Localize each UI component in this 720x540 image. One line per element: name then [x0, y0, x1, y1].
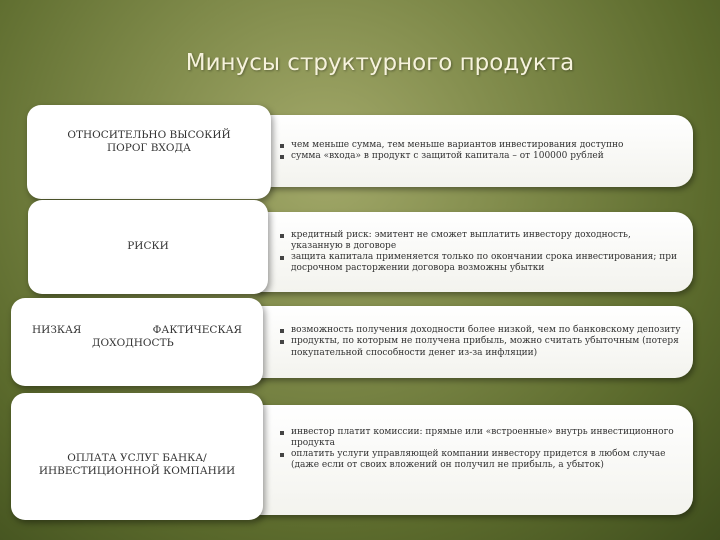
label-text: РИСКИ [127, 240, 169, 253]
row-low-return-label [11, 298, 263, 386]
row-fees [0, 405, 720, 515]
label-text: НИЗКАЯ [32, 324, 82, 336]
slide-title: Минусы структурного продукта [185, 50, 575, 76]
list-item: возможность получения доходности более низкой, чем по банковскому депозиту [279, 325, 681, 336]
row-risks-details [255, 212, 693, 292]
label-text: ФАКТИЧЕСКАЯ [152, 324, 242, 336]
label-text: ОТНОСИТЕЛЬНО ВЫСОКИЙ ПОРОГ ВХОДА [67, 129, 231, 155]
row-entry-threshold [0, 115, 720, 187]
row-risks-label [28, 200, 268, 294]
row-fees-details [255, 405, 693, 515]
row-fees-label [11, 393, 263, 520]
list-item: оплатить услуги управляющей компании инвестору придется в любом случае (даже если от своих вложений он получил не прибыль, а убыток) [279, 449, 681, 472]
list-item: продукты, по которым не получена прибыль, можно считать убыточным (потеря покупательной способности денег из-за инфляции) [279, 336, 681, 359]
list-item: сумма «входа» в продукт с защитой капитала – от 100000 рублей [279, 151, 681, 162]
row-low-return-details [255, 306, 693, 378]
row-risks [0, 212, 720, 292]
row-entry-threshold-label [27, 105, 271, 199]
list-item: инвестор платит комиссии: прямые или «встроенные» внутрь инвестиционного продукта [279, 427, 681, 450]
list-item: кредитный риск: эмитент не сможет выплатить инвестору доходность, указанную в договоре [279, 230, 681, 253]
list-item: чем меньше сумма, тем меньше вариантов инвестирования доступно [279, 140, 681, 151]
row-low-return [0, 306, 720, 378]
row-entry-threshold-details [255, 115, 693, 187]
label-text: ДОХОДНОСТЬ [92, 337, 174, 350]
label-text: ОПЛАТА УСЛУГ БАНКА/ ИНВЕСТИЦИОННОЙ КОМПАНИИ [38, 451, 236, 477]
list-item: защита капитала применяется только по окончании срока инвестирования; при досрочном расторжении договора возможны убытки [279, 252, 681, 275]
